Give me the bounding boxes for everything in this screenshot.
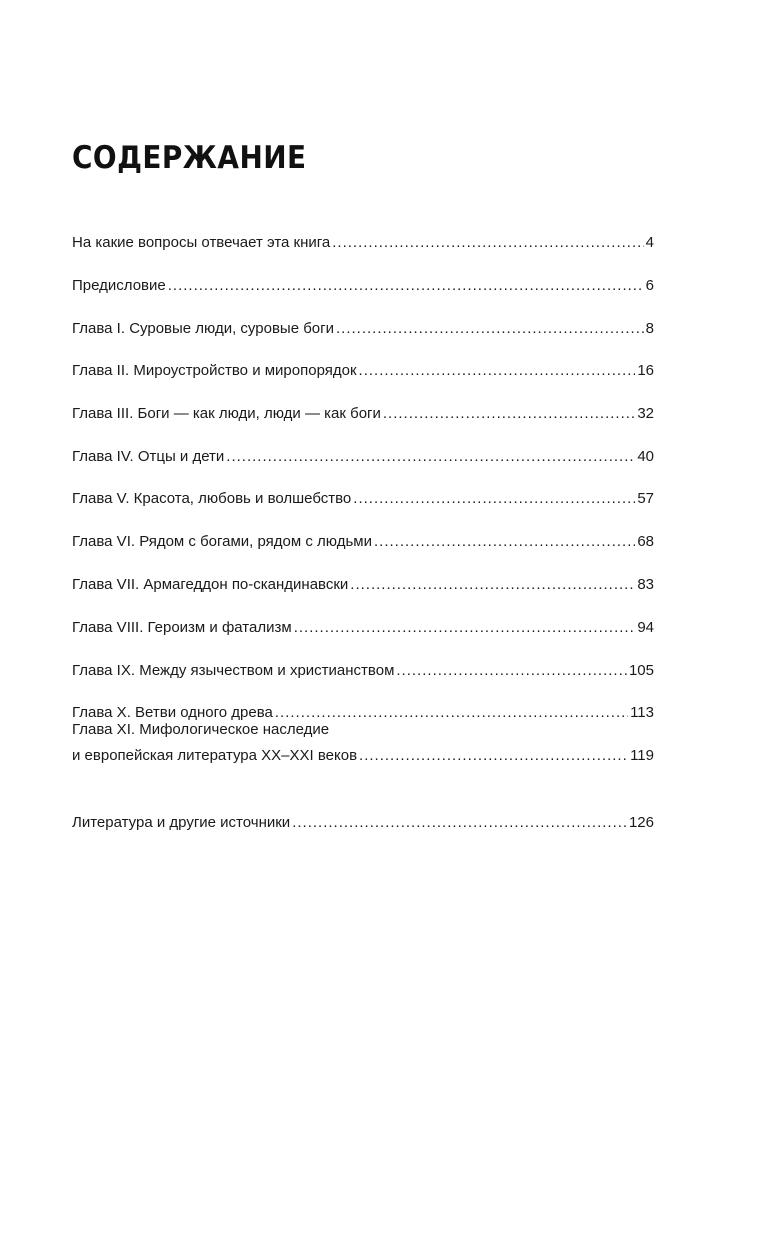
toc-entry: [72, 444, 654, 470]
toc-entry-label: Глава IV. Отцы и дети: [72, 448, 225, 465]
toc-entry-line: [72, 401, 654, 427]
page-title: СОДЕРЖАНИЕ: [72, 140, 307, 176]
dot-leader: [294, 615, 636, 641]
toc-entry-page-number: 126: [628, 814, 654, 831]
dot-leader: [374, 529, 635, 555]
toc-entry-page-number: 83: [637, 576, 654, 593]
toc-entry: [72, 572, 654, 598]
toc-entry: [72, 529, 654, 555]
dot-leader: [353, 486, 635, 512]
toc-entry-label: Глава VIII. Героизм и фатализм: [72, 619, 292, 636]
toc-entry-label: На какие вопросы отвечает эта книга: [72, 234, 331, 251]
toc-entry-page-number: 6: [645, 277, 654, 294]
toc-entry: [72, 401, 654, 427]
toc-entry-page-number: 68: [637, 533, 654, 550]
toc-entry-label: Глава III. Боги — как люди, люди — как боги: [72, 405, 381, 422]
toc-entry-line: [72, 486, 654, 512]
toc-entry-line: [72, 230, 654, 256]
toc-entry-label: Литература и другие источники: [72, 814, 291, 831]
dot-leader: [383, 401, 635, 427]
toc-entry-label: Глава II. Мироустройство и миропорядок: [72, 362, 357, 379]
toc-entry-page-number: 40: [637, 448, 654, 465]
dot-leader: [168, 273, 644, 299]
toc-entry: [72, 658, 654, 684]
toc-entry-page-number: 94: [637, 619, 654, 636]
toc-entry-label: Предисловие: [72, 277, 166, 294]
toc-entry: [72, 358, 654, 384]
dot-leader: [359, 743, 628, 769]
dot-leader: [396, 658, 627, 684]
dot-leader: [292, 810, 627, 836]
toc-entry-page-number: 32: [637, 405, 654, 422]
toc-entry-label: Глава X. Ветви одного древа: [72, 704, 273, 721]
toc-entry: [72, 810, 654, 836]
toc-entry: [72, 615, 654, 641]
toc-entry-page-number: 4: [645, 234, 654, 251]
toc-entry: [72, 717, 654, 769]
toc-entry-line: [72, 444, 654, 470]
dot-leader: [350, 572, 635, 598]
toc-entry-label: Глава V. Красота, любовь и волшебство: [72, 490, 352, 507]
toc-entry-page-number: 16: [637, 362, 654, 379]
toc-entry-label: Глава I. Суровые люди, суровые боги: [72, 320, 334, 337]
toc-entry-label: и европейская литература XX–XXI веков: [72, 747, 358, 764]
dot-leader: [336, 316, 644, 342]
toc-entry: [72, 316, 654, 342]
toc-entry: [72, 486, 654, 512]
dot-leader: [332, 230, 643, 256]
toc-entry-label: Глава VI. Рядом с богами, рядом с людьми: [72, 533, 372, 550]
toc-entry-line: [72, 358, 654, 384]
toc-entry-line: [72, 273, 654, 299]
dot-leader: [359, 358, 636, 384]
toc-entry-label: Глава IX. Между язычеством и христианством: [72, 662, 395, 679]
toc-entry-line: [72, 810, 654, 836]
toc-entry-line: [72, 615, 654, 641]
toc-entry-page-number: 113: [630, 704, 654, 721]
toc-entry-line: [72, 743, 654, 769]
toc-entry-line: [72, 529, 654, 555]
toc-entry-label-first-line: Глава XI. Мифологическое наследие: [72, 721, 330, 738]
dot-leader: [226, 444, 635, 470]
contents-page: [72, 0, 656, 1240]
toc-entry-line: [72, 658, 654, 684]
toc-entry-line: [72, 572, 654, 598]
toc-entry-label: Глава VII. Армагеддон по-скандинавски: [72, 576, 349, 593]
toc-entry-page-number: 119: [630, 747, 654, 764]
toc-entry-page-number: 8: [645, 320, 654, 337]
toc-entry: [72, 273, 654, 299]
toc-entry-page-number: 57: [637, 490, 654, 507]
toc-entry-page-number: 105: [628, 662, 654, 679]
toc-entry: [72, 230, 654, 256]
toc-entry-line: [72, 316, 654, 342]
